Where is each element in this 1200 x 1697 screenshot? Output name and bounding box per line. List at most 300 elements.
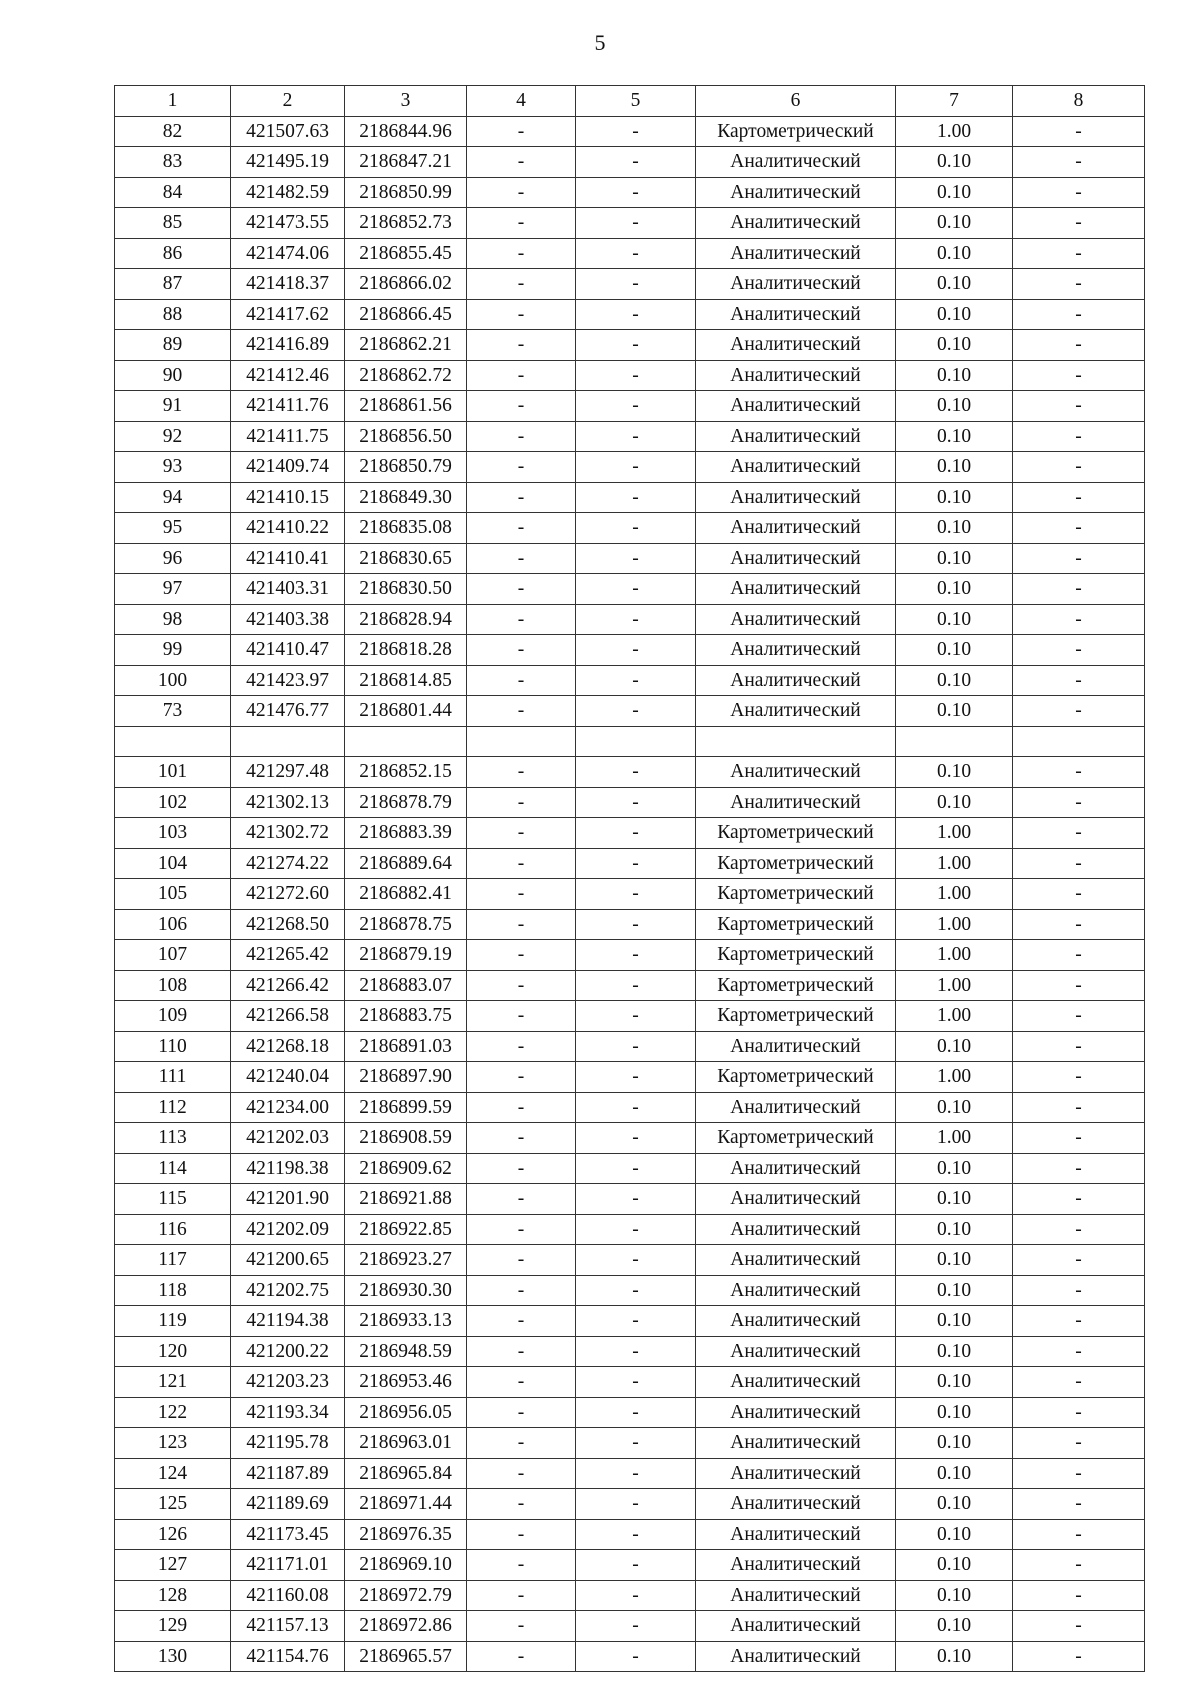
column-8-cell: - — [1013, 1580, 1145, 1611]
x-coordinate-cell: 421203.23 — [231, 1367, 345, 1398]
method-cell: Аналитический — [696, 1336, 896, 1367]
table-row — [115, 1458, 1145, 1489]
accuracy-cell: 0.10 — [896, 543, 1013, 574]
y-coordinate-cell: 2186862.72 — [345, 360, 467, 391]
column-header: 8 — [1013, 86, 1145, 117]
column-5-cell: - — [576, 970, 696, 1001]
column-4-cell: - — [467, 543, 576, 574]
point-number-cell: 118 — [115, 1275, 231, 1306]
coordinates-table — [114, 85, 1145, 1672]
x-coordinate-cell: 421268.50 — [231, 909, 345, 940]
point-number-cell: 119 — [115, 1306, 231, 1337]
y-coordinate-cell: 2186856.50 — [345, 421, 467, 452]
point-number-cell: 120 — [115, 1336, 231, 1367]
y-coordinate-cell: 2186963.01 — [345, 1428, 467, 1459]
point-number-cell: 103 — [115, 818, 231, 849]
column-4-cell: - — [467, 208, 576, 239]
x-coordinate-cell: 421411.75 — [231, 421, 345, 452]
x-coordinate-cell: 421274.22 — [231, 848, 345, 879]
point-number-cell: 94 — [115, 482, 231, 513]
column-8-cell: - — [1013, 1336, 1145, 1367]
column-5-cell: - — [576, 1092, 696, 1123]
method-cell: Картометрический — [696, 1062, 896, 1093]
table-row — [115, 1184, 1145, 1215]
accuracy-cell: 0.10 — [896, 604, 1013, 635]
x-coordinate-cell: 421200.65 — [231, 1245, 345, 1276]
method-cell: Картометрический — [696, 970, 896, 1001]
column-header: 7 — [896, 86, 1013, 117]
column-8-cell: - — [1013, 665, 1145, 696]
x-coordinate-cell: 421157.13 — [231, 1611, 345, 1642]
table-row — [115, 543, 1145, 574]
y-coordinate-cell — [345, 726, 467, 757]
table-row — [115, 1153, 1145, 1184]
table-row — [115, 1123, 1145, 1154]
x-coordinate-cell: 421160.08 — [231, 1580, 345, 1611]
column-8-cell: - — [1013, 421, 1145, 452]
y-coordinate-cell: 2186847.21 — [345, 147, 467, 178]
column-8-cell: - — [1013, 330, 1145, 361]
y-coordinate-cell: 2186818.28 — [345, 635, 467, 666]
x-coordinate-cell: 421189.69 — [231, 1489, 345, 1520]
column-8-cell: - — [1013, 1001, 1145, 1032]
column-8-cell: - — [1013, 574, 1145, 605]
column-4-cell: - — [467, 1153, 576, 1184]
table-row — [115, 1550, 1145, 1581]
y-coordinate-cell: 2186844.96 — [345, 116, 467, 147]
column-8-cell: - — [1013, 1184, 1145, 1215]
header-row — [115, 86, 1145, 117]
point-number-cell: 73 — [115, 696, 231, 727]
accuracy-cell: 0.10 — [896, 391, 1013, 422]
column-8-cell: - — [1013, 452, 1145, 483]
column-5-cell: - — [576, 1367, 696, 1398]
column-8-cell: - — [1013, 116, 1145, 147]
table-row — [115, 1397, 1145, 1428]
y-coordinate-cell: 2186969.10 — [345, 1550, 467, 1581]
column-4-cell: - — [467, 635, 576, 666]
y-coordinate-cell: 2186965.57 — [345, 1641, 467, 1672]
column-5-cell: - — [576, 116, 696, 147]
column-4-cell: - — [467, 299, 576, 330]
table-row — [115, 177, 1145, 208]
method-cell: Аналитический — [696, 391, 896, 422]
x-coordinate-cell: 421473.55 — [231, 208, 345, 239]
y-coordinate-cell: 2186850.79 — [345, 452, 467, 483]
point-number-cell: 122 — [115, 1397, 231, 1428]
column-8-cell: - — [1013, 848, 1145, 879]
table-row — [115, 360, 1145, 391]
accuracy-cell: 0.10 — [896, 1031, 1013, 1062]
column-5-cell: - — [576, 208, 696, 239]
method-cell: Картометрический — [696, 1001, 896, 1032]
y-coordinate-cell: 2186965.84 — [345, 1458, 467, 1489]
y-coordinate-cell: 2186908.59 — [345, 1123, 467, 1154]
point-number-cell: 85 — [115, 208, 231, 239]
x-coordinate-cell: 421265.42 — [231, 940, 345, 971]
x-coordinate-cell: 421416.89 — [231, 330, 345, 361]
x-coordinate-cell: 421410.22 — [231, 513, 345, 544]
accuracy-cell: 1.00 — [896, 879, 1013, 910]
accuracy-cell: 0.10 — [896, 238, 1013, 269]
column-8-cell: - — [1013, 696, 1145, 727]
y-coordinate-cell: 2186930.30 — [345, 1275, 467, 1306]
x-coordinate-cell: 421297.48 — [231, 757, 345, 788]
method-cell: Аналитический — [696, 757, 896, 788]
x-coordinate-cell: 421201.90 — [231, 1184, 345, 1215]
x-coordinate-cell: 421410.47 — [231, 635, 345, 666]
point-number-cell: 84 — [115, 177, 231, 208]
column-5-cell: - — [576, 1153, 696, 1184]
column-4-cell: - — [467, 1123, 576, 1154]
method-cell: Аналитический — [696, 1031, 896, 1062]
column-5-cell: - — [576, 848, 696, 879]
column-4-cell: - — [467, 665, 576, 696]
table-row — [115, 299, 1145, 330]
accuracy-cell: 1.00 — [896, 1123, 1013, 1154]
x-coordinate-cell: 421202.03 — [231, 1123, 345, 1154]
table-row — [115, 1062, 1145, 1093]
y-coordinate-cell: 2186814.85 — [345, 665, 467, 696]
column-8-cell: - — [1013, 1550, 1145, 1581]
column-5-cell: - — [576, 635, 696, 666]
table-row — [115, 909, 1145, 940]
accuracy-cell: 0.10 — [896, 1275, 1013, 1306]
method-cell: Аналитический — [696, 1367, 896, 1398]
y-coordinate-cell: 2186801.44 — [345, 696, 467, 727]
column-5-cell — [576, 726, 696, 757]
x-coordinate-cell: 421412.46 — [231, 360, 345, 391]
column-5-cell: - — [576, 1184, 696, 1215]
accuracy-cell: 0.10 — [896, 1641, 1013, 1672]
accuracy-cell: 0.10 — [896, 1550, 1013, 1581]
x-coordinate-cell: 421193.34 — [231, 1397, 345, 1428]
column-8-cell: - — [1013, 1611, 1145, 1642]
x-coordinate-cell: 421476.77 — [231, 696, 345, 727]
column-4-cell: - — [467, 604, 576, 635]
x-coordinate-cell: 421302.13 — [231, 787, 345, 818]
table-row — [115, 1092, 1145, 1123]
x-coordinate-cell: 421423.97 — [231, 665, 345, 696]
column-5-cell: - — [576, 1001, 696, 1032]
column-5-cell: - — [576, 574, 696, 605]
column-header: 1 — [115, 86, 231, 117]
column-5-cell: - — [576, 909, 696, 940]
accuracy-cell: 1.00 — [896, 818, 1013, 849]
accuracy-cell: 0.10 — [896, 147, 1013, 178]
y-coordinate-cell: 2186899.59 — [345, 1092, 467, 1123]
column-4-cell: - — [467, 452, 576, 483]
y-coordinate-cell: 2186933.13 — [345, 1306, 467, 1337]
method-cell: Аналитический — [696, 787, 896, 818]
accuracy-cell: 0.10 — [896, 330, 1013, 361]
column-8-cell: - — [1013, 1428, 1145, 1459]
point-number-cell: 98 — [115, 604, 231, 635]
x-coordinate-cell: 421495.19 — [231, 147, 345, 178]
x-coordinate-cell: 421403.31 — [231, 574, 345, 605]
y-coordinate-cell: 2186878.79 — [345, 787, 467, 818]
table-row — [115, 635, 1145, 666]
method-cell: Аналитический — [696, 543, 896, 574]
column-8-cell: - — [1013, 269, 1145, 300]
accuracy-cell: 0.10 — [896, 1611, 1013, 1642]
x-coordinate-cell: 421418.37 — [231, 269, 345, 300]
column-5-cell: - — [576, 177, 696, 208]
x-coordinate-cell: 421474.06 — [231, 238, 345, 269]
accuracy-cell: 0.10 — [896, 360, 1013, 391]
column-5-cell: - — [576, 1062, 696, 1093]
y-coordinate-cell: 2186866.45 — [345, 299, 467, 330]
accuracy-cell — [896, 726, 1013, 757]
column-4-cell: - — [467, 909, 576, 940]
column-4-cell: - — [467, 269, 576, 300]
table-row — [115, 1275, 1145, 1306]
column-5-cell: - — [576, 482, 696, 513]
accuracy-cell: 0.10 — [896, 1092, 1013, 1123]
point-number-cell: 108 — [115, 970, 231, 1001]
accuracy-cell: 0.10 — [896, 1397, 1013, 1428]
column-8-cell: - — [1013, 1275, 1145, 1306]
method-cell: Аналитический — [696, 1306, 896, 1337]
column-8-cell: - — [1013, 1306, 1145, 1337]
point-number-cell: 89 — [115, 330, 231, 361]
table-row — [115, 848, 1145, 879]
column-header: 4 — [467, 86, 576, 117]
column-4-cell: - — [467, 787, 576, 818]
column-8-cell: - — [1013, 1489, 1145, 1520]
column-4-cell: - — [467, 970, 576, 1001]
accuracy-cell: 0.10 — [896, 177, 1013, 208]
y-coordinate-cell: 2186972.86 — [345, 1611, 467, 1642]
column-4-cell: - — [467, 1275, 576, 1306]
y-coordinate-cell: 2186861.56 — [345, 391, 467, 422]
page-number: 5 — [594, 30, 606, 55]
accuracy-cell: 1.00 — [896, 848, 1013, 879]
accuracy-cell: 0.10 — [896, 696, 1013, 727]
column-8-cell: - — [1013, 787, 1145, 818]
column-4-cell: - — [467, 1580, 576, 1611]
y-coordinate-cell: 2186850.99 — [345, 177, 467, 208]
x-coordinate-cell: 421302.72 — [231, 818, 345, 849]
accuracy-cell: 0.10 — [896, 269, 1013, 300]
column-4-cell: - — [467, 391, 576, 422]
x-coordinate-cell: 421202.75 — [231, 1275, 345, 1306]
column-5-cell: - — [576, 696, 696, 727]
column-8-cell: - — [1013, 482, 1145, 513]
column-8-cell: - — [1013, 879, 1145, 910]
point-number-cell: 82 — [115, 116, 231, 147]
column-8-cell: - — [1013, 177, 1145, 208]
table-row — [115, 1031, 1145, 1062]
point-number-cell: 107 — [115, 940, 231, 971]
column-5-cell: - — [576, 1214, 696, 1245]
point-number-cell: 87 — [115, 269, 231, 300]
table-body — [115, 116, 1145, 1672]
table-row — [115, 879, 1145, 910]
column-4-cell — [467, 726, 576, 757]
point-number-cell: 127 — [115, 1550, 231, 1581]
column-5-cell: - — [576, 513, 696, 544]
x-coordinate-cell: 421195.78 — [231, 1428, 345, 1459]
accuracy-cell: 1.00 — [896, 1062, 1013, 1093]
method-cell: Аналитический — [696, 1092, 896, 1123]
x-coordinate-cell: 421410.41 — [231, 543, 345, 574]
x-coordinate-cell: 421194.38 — [231, 1306, 345, 1337]
column-8-cell: - — [1013, 757, 1145, 788]
accuracy-cell: 0.10 — [896, 452, 1013, 483]
column-header: 6 — [696, 86, 896, 117]
method-cell: Картометрический — [696, 909, 896, 940]
x-coordinate-cell: 421411.76 — [231, 391, 345, 422]
method-cell: Аналитический — [696, 360, 896, 391]
method-cell: Аналитический — [696, 1641, 896, 1672]
accuracy-cell: 1.00 — [896, 940, 1013, 971]
column-5-cell: - — [576, 1031, 696, 1062]
column-8-cell: - — [1013, 208, 1145, 239]
column-8-cell: - — [1013, 147, 1145, 178]
column-5-cell: - — [576, 1458, 696, 1489]
point-number-cell: 95 — [115, 513, 231, 544]
x-coordinate-cell: 421187.89 — [231, 1458, 345, 1489]
method-cell: Аналитический — [696, 1397, 896, 1428]
point-number-cell: 115 — [115, 1184, 231, 1215]
method-cell: Аналитический — [696, 1489, 896, 1520]
point-number-cell: 96 — [115, 543, 231, 574]
table-row — [115, 452, 1145, 483]
column-4-cell: - — [467, 696, 576, 727]
method-cell: Аналитический — [696, 635, 896, 666]
y-coordinate-cell: 2186956.05 — [345, 1397, 467, 1428]
table-row — [115, 116, 1145, 147]
column-5-cell: - — [576, 665, 696, 696]
column-5-cell: - — [576, 360, 696, 391]
column-4-cell: - — [467, 1031, 576, 1062]
y-coordinate-cell: 2186849.30 — [345, 482, 467, 513]
table-row — [115, 513, 1145, 544]
y-coordinate-cell: 2186953.46 — [345, 1367, 467, 1398]
accuracy-cell: 0.10 — [896, 1153, 1013, 1184]
table-row — [115, 818, 1145, 849]
column-5-cell: - — [576, 1580, 696, 1611]
point-number-cell: 126 — [115, 1519, 231, 1550]
column-4-cell: - — [467, 1245, 576, 1276]
column-5-cell: - — [576, 391, 696, 422]
accuracy-cell: 0.10 — [896, 1580, 1013, 1611]
column-4-cell: - — [467, 1641, 576, 1672]
method-cell: Аналитический — [696, 1153, 896, 1184]
column-5-cell: - — [576, 1641, 696, 1672]
column-header: 3 — [345, 86, 467, 117]
method-cell: Аналитический — [696, 513, 896, 544]
column-8-cell: - — [1013, 604, 1145, 635]
accuracy-cell: 1.00 — [896, 970, 1013, 1001]
column-5-cell: - — [576, 1489, 696, 1520]
method-cell: Аналитический — [696, 238, 896, 269]
column-5-cell: - — [576, 1275, 696, 1306]
y-coordinate-cell: 2186921.88 — [345, 1184, 467, 1215]
x-coordinate-cell: 421268.18 — [231, 1031, 345, 1062]
y-coordinate-cell: 2186828.94 — [345, 604, 467, 635]
method-cell: Аналитический — [696, 1428, 896, 1459]
accuracy-cell: 0.10 — [896, 635, 1013, 666]
method-cell: Аналитический — [696, 330, 896, 361]
table-row — [115, 1214, 1145, 1245]
table-row — [115, 1519, 1145, 1550]
table-row — [115, 1306, 1145, 1337]
column-8-cell: - — [1013, 1458, 1145, 1489]
column-4-cell: - — [467, 513, 576, 544]
accuracy-cell: 0.10 — [896, 1458, 1013, 1489]
method-cell: Аналитический — [696, 147, 896, 178]
method-cell: Аналитический — [696, 1214, 896, 1245]
column-8-cell: - — [1013, 818, 1145, 849]
point-number-cell: 125 — [115, 1489, 231, 1520]
method-cell: Аналитический — [696, 1580, 896, 1611]
column-4-cell: - — [467, 818, 576, 849]
accuracy-cell: 0.10 — [896, 482, 1013, 513]
point-number-cell: 102 — [115, 787, 231, 818]
y-coordinate-cell: 2186852.73 — [345, 208, 467, 239]
method-cell: Аналитический — [696, 1550, 896, 1581]
method-cell — [696, 726, 896, 757]
table-row — [115, 1428, 1145, 1459]
y-coordinate-cell: 2186883.75 — [345, 1001, 467, 1032]
method-cell: Аналитический — [696, 482, 896, 513]
table-row — [115, 970, 1145, 1001]
column-4-cell: - — [467, 1184, 576, 1215]
column-4-cell: - — [467, 574, 576, 605]
table-row — [115, 604, 1145, 635]
table-row — [115, 1641, 1145, 1672]
column-4-cell: - — [467, 1458, 576, 1489]
column-5-cell: - — [576, 421, 696, 452]
table-header — [115, 86, 1145, 117]
column-5-cell: - — [576, 1245, 696, 1276]
column-4-cell: - — [467, 1367, 576, 1398]
x-coordinate-cell: 421198.38 — [231, 1153, 345, 1184]
point-number-cell: 130 — [115, 1641, 231, 1672]
y-coordinate-cell: 2186878.75 — [345, 909, 467, 940]
method-cell: Картометрический — [696, 879, 896, 910]
x-coordinate-cell: 421240.04 — [231, 1062, 345, 1093]
point-number-cell: 101 — [115, 757, 231, 788]
y-coordinate-cell: 2186830.65 — [345, 543, 467, 574]
column-4-cell: - — [467, 330, 576, 361]
column-5-cell: - — [576, 757, 696, 788]
column-8-cell: - — [1013, 238, 1145, 269]
point-number-cell: 88 — [115, 299, 231, 330]
x-coordinate-cell: 421507.63 — [231, 116, 345, 147]
table-row — [115, 757, 1145, 788]
table-row — [115, 1336, 1145, 1367]
column-5-cell: - — [576, 940, 696, 971]
column-4-cell: - — [467, 1428, 576, 1459]
column-5-cell: - — [576, 787, 696, 818]
point-number-cell: 123 — [115, 1428, 231, 1459]
table-row — [115, 940, 1145, 971]
table-row — [115, 238, 1145, 269]
accuracy-cell: 0.10 — [896, 1214, 1013, 1245]
table-row — [115, 1580, 1145, 1611]
method-cell: Аналитический — [696, 1458, 896, 1489]
point-number-cell: 116 — [115, 1214, 231, 1245]
x-coordinate-cell: 421266.58 — [231, 1001, 345, 1032]
column-4-cell: - — [467, 147, 576, 178]
point-number-cell: 124 — [115, 1458, 231, 1489]
accuracy-cell: 0.10 — [896, 757, 1013, 788]
column-header: 2 — [231, 86, 345, 117]
y-coordinate-cell: 2186866.02 — [345, 269, 467, 300]
